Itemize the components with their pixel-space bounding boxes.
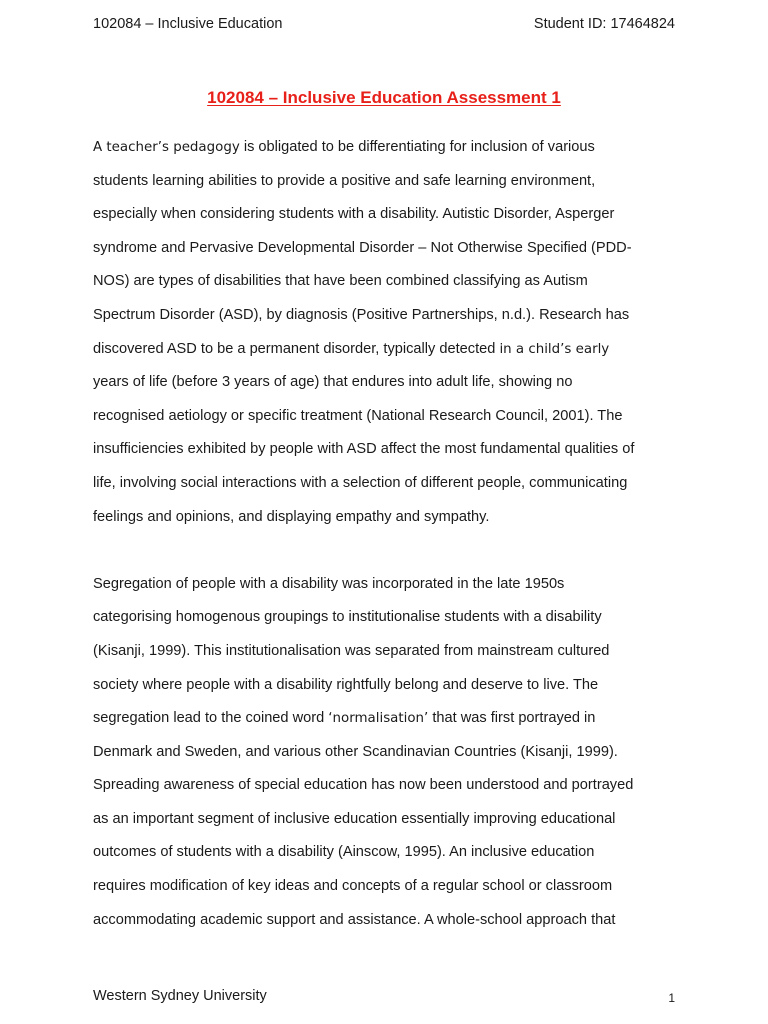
paragraph-line: years of life (before 3 years of age) that endures into adult life, showing no (93, 374, 573, 391)
paragraph-line: accommodating academic support and assistance. A whole-school approach that (93, 911, 616, 928)
paragraph-line: syndrome and Pervasive Developmental Disorder – Not Otherwise Specified (PDD- (93, 239, 632, 256)
paragraph-line: NOS) are types of disabilities that have been combined classifying as Autism (93, 273, 588, 290)
paragraph-line: Spreading awareness of special education has now been understood and portrayed (93, 777, 634, 794)
paragraph-1 (93, 131, 693, 534)
page-header (93, 14, 675, 34)
paragraph-line: Segregation of people with a disability was incorporated in the late 1950s (93, 575, 565, 592)
line-segment: that was first portrayed in (428, 710, 596, 727)
paragraph-line: feelings and opinions, and displaying empathy and sympathy. (93, 508, 490, 525)
paragraph-line: as an important segment of inclusive education essentially improving educational (93, 810, 616, 827)
paragraph-spacer (93, 534, 693, 568)
paragraph-line: Spectrum Disorder (ASD), by diagnosis (Positive Partnerships, n.d.). Research has (93, 306, 630, 323)
line-segment: A teacher’s pedagogy (93, 140, 240, 155)
page-number: 1 (668, 991, 675, 1005)
line-segment: segregation lead to the coined word (93, 710, 329, 727)
page-footer (93, 986, 675, 1006)
paragraph-line: requires modification of key ideas and concepts of a regular school or classroom (93, 878, 613, 895)
paragraph-line: Denmark and Sweden, and various other Scandinavian Countries (Kisanji, 1999). (93, 743, 618, 760)
paragraph-line: life, involving social interactions with a selection of different people, communicating (93, 474, 628, 491)
paragraph-line: recognised aetiology or specific treatment (National Research Council, 2001). The (93, 407, 623, 424)
paragraph-line: categorising homogenous groupings to institutionalise students with a disability (93, 609, 602, 626)
document-body (93, 131, 693, 937)
line-segment: discovered ASD to be a permanent disorder, typically detected (93, 340, 500, 357)
paragraph-line: especially when considering students with a disability. Autistic Disorder, Asperger (93, 206, 615, 223)
document-title-text: 102084 – Inclusive Education Assessment 1 (207, 88, 561, 107)
line-segment: is obligated to be differentiating for inclusion of various (239, 139, 595, 155)
line-segment: ‘normalisation’ (328, 711, 429, 727)
paragraph-2 (93, 568, 693, 938)
header-student-id: Student ID: 17464824 (533, 16, 675, 32)
header-course: 102084 – Inclusive Education (93, 16, 283, 32)
document-title (0, 86, 768, 110)
paragraph-line: society where people with a disability rightfully belong and deserve to live. The (93, 676, 599, 693)
line-segment: in a child’s early (499, 341, 610, 357)
paragraph-line: students learning abilities to provide a positive and safe learning environment, (93, 172, 596, 189)
paragraph-line (93, 702, 693, 736)
footer-university: Western Sydney University (93, 988, 267, 1004)
paragraph-line: outcomes of students with a disability (Ainscow, 1995). An inclusive education (93, 844, 595, 861)
paragraph-line: (Kisanji, 1999). This institutionalisation was separated from mainstream cultured (93, 642, 610, 659)
paragraph-line: insufficiencies exhibited by people with ASD affect the most fundamental qualities of (93, 441, 635, 458)
paragraph-line (93, 131, 693, 165)
paragraph-line (93, 333, 693, 367)
